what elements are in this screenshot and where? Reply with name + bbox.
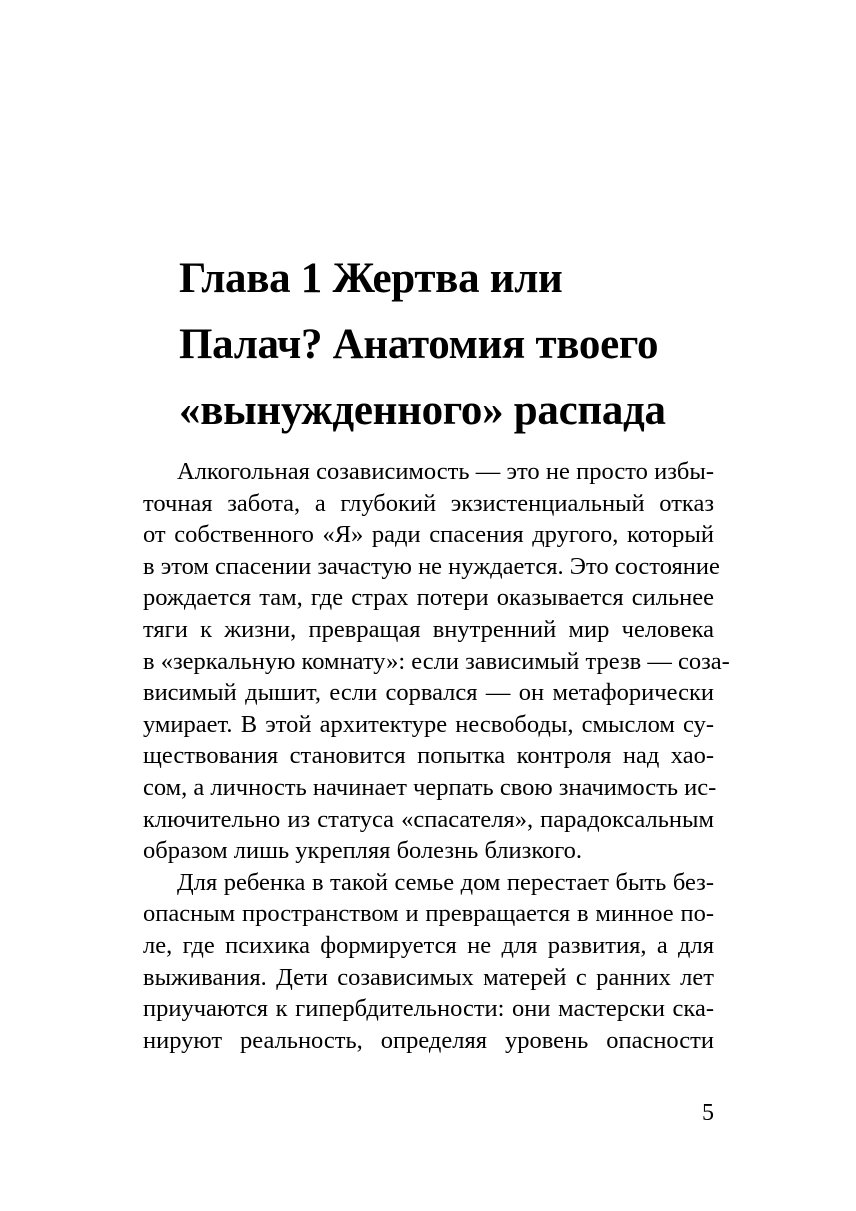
paragraph-2-line-5: приучаются к гипербдительности: они мастерски ска- <box>143 995 714 1023</box>
body-text <box>143 456 730 1056</box>
chapter-title-line-2: Палач? Анатомия твоего <box>179 321 659 368</box>
paragraph-2-line-4: выживания. Дети созависимых матерей с ранних лет <box>143 963 714 991</box>
paragraph-1-line-9: умирает. В этой архитектуре несвободы, смыслом су- <box>143 710 714 738</box>
chapter-title-line-1: Глава 1 Жертва или <box>179 255 563 302</box>
chapter-title <box>179 246 739 444</box>
paragraph-1-line-12: ключительно из статуса «спасателя», парадоксальным <box>143 805 714 833</box>
paragraph-2-line-2: опасным пространством и превращается в минное по- <box>143 900 714 928</box>
paragraph-2-line-6: нируют реальность, определяя уровень опасности <box>143 1026 714 1054</box>
paragraph-1-line-2: точная забота, а глубокий экзистенциальный отказ <box>143 489 714 517</box>
paragraph-1-line-1: Алкогольная созависимость — это не просто избы- <box>177 458 714 485</box>
paragraph-2-line-1: Для ребенка в такой семье дом перестает быть без- <box>177 868 714 896</box>
paragraph-2-line-3: ле, где психика формируется не для развития, а для <box>143 931 714 959</box>
paragraph-1-line-5: рождается там, где страх потери оказывается сильнее <box>143 584 714 612</box>
paragraph-1-line-4: в этом спасении зачастую не нуждается. Это состояние <box>143 552 720 580</box>
paragraph-1-line-11: сом, а личность начинает черпать свою значимость ис- <box>143 773 717 801</box>
paragraph-1-line-3: от собственного «Я» ради спасения другого, который <box>143 521 714 549</box>
page-number: 5 <box>702 1100 714 1126</box>
paragraph-1-line-10: ществования становится попытка контроля над хао- <box>143 742 714 770</box>
paragraph-1-line-6: тяги к жизни, превращая внутренний мир человека <box>143 615 714 643</box>
chapter-title-line-3: «вынужденного» распада <box>179 387 666 434</box>
paragraph-1-line-13: образом лишь укрепляя болезнь близкого. <box>143 837 583 865</box>
paragraph-1-line-7: в «зеркальную комнату»: если зависимый трезв — соза- <box>143 647 730 675</box>
paragraph-1-line-8: висимый дышит, если сорвался — он метафорически <box>143 679 714 707</box>
